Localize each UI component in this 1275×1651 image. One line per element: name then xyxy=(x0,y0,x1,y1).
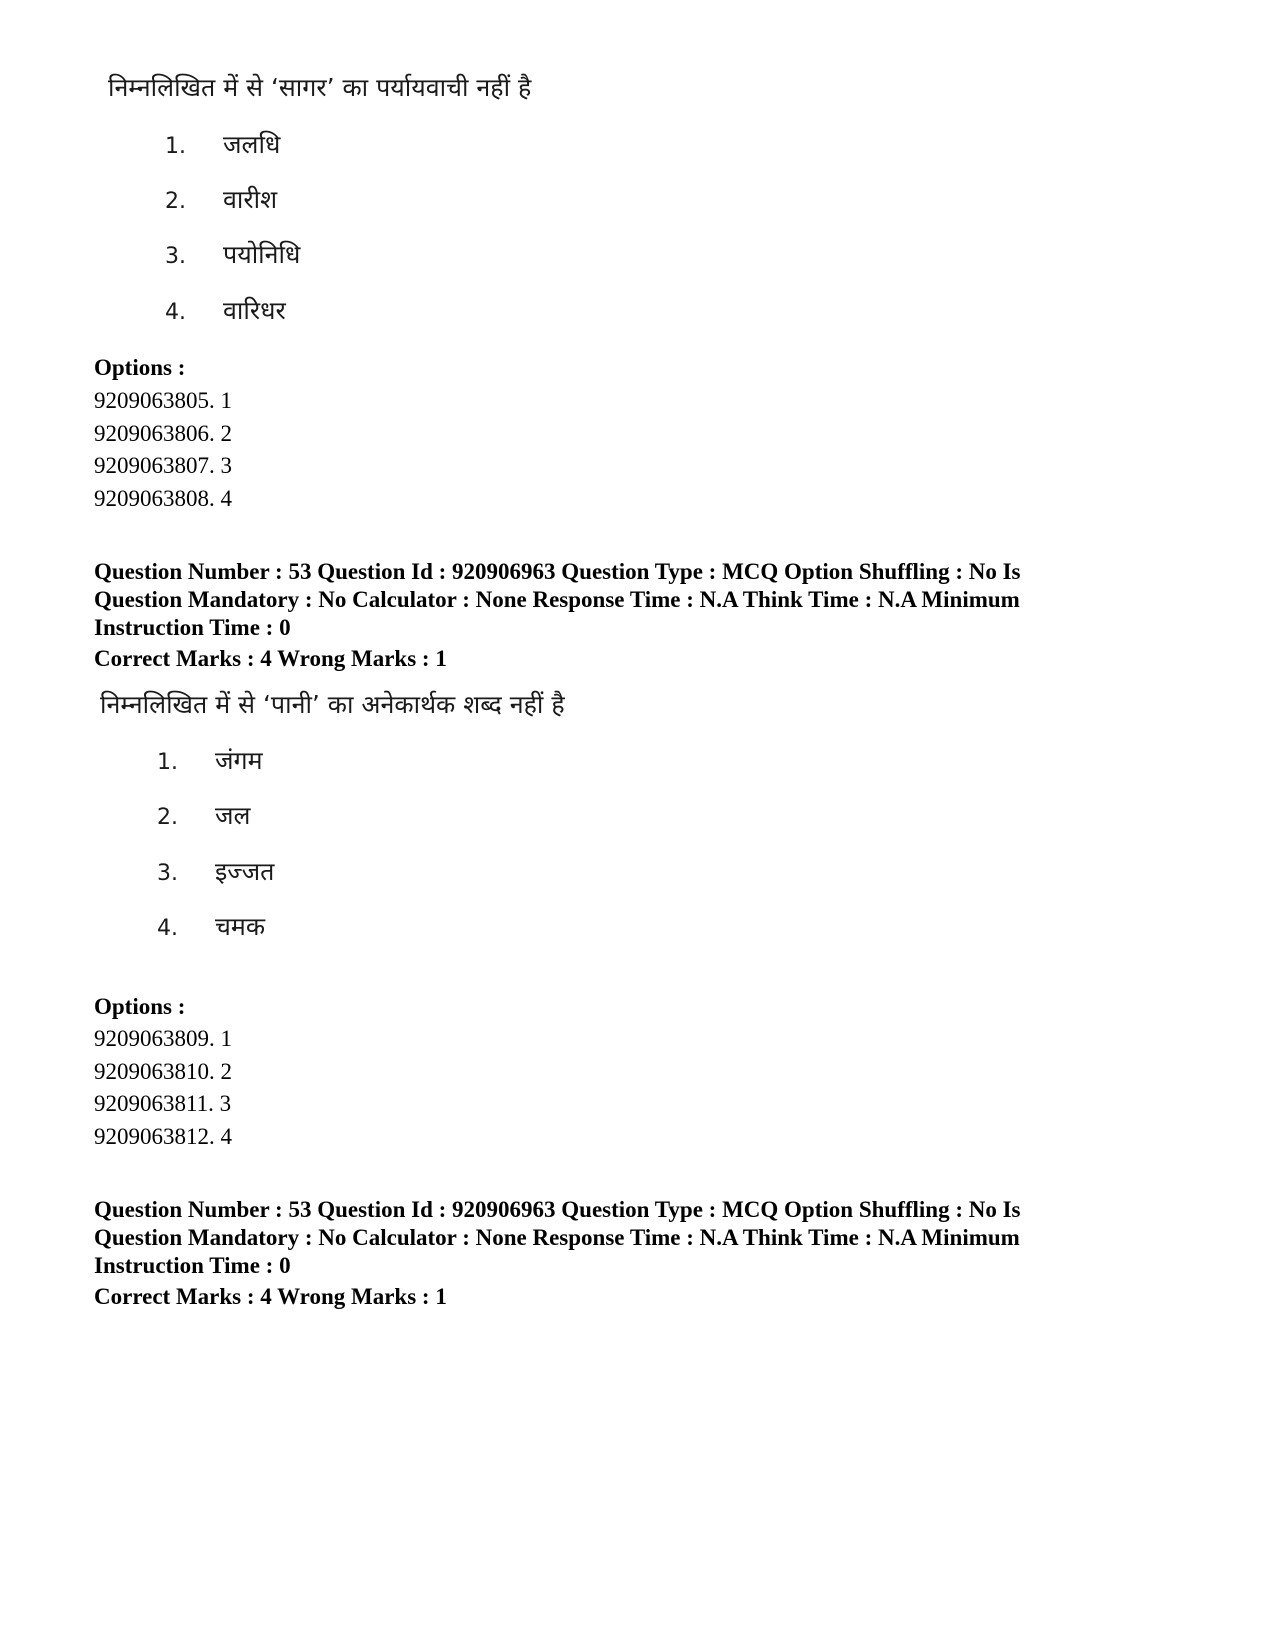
options-label: Options : xyxy=(94,994,186,1019)
choice-number: 4. xyxy=(157,916,178,941)
option-id-line: 9209063808. 4 xyxy=(94,486,232,511)
choice-item xyxy=(165,127,280,161)
choice-item xyxy=(165,237,300,271)
choice-item xyxy=(157,854,274,888)
choice-item xyxy=(165,293,286,327)
choice-text: जल xyxy=(215,801,251,830)
choice-number: 1. xyxy=(157,750,178,775)
marks-line: Correct Marks : 4 Wrong Marks : 1 xyxy=(94,646,447,671)
meta-line: Instruction Time : 0 xyxy=(94,615,291,640)
choice-number: 3. xyxy=(165,244,186,269)
choice-number: 2. xyxy=(165,189,186,214)
option-id-line: 9209063812. 4 xyxy=(94,1124,232,1149)
option-id-line: 9209063810. 2 xyxy=(94,1059,232,1084)
marks-line: Correct Marks : 4 Wrong Marks : 1 xyxy=(94,1284,447,1309)
option-id-line: 9209063805. 1 xyxy=(94,388,232,413)
choice-number: 3. xyxy=(157,861,178,886)
choice-item xyxy=(157,798,251,832)
option-id-line: 9209063807. 3 xyxy=(94,453,232,478)
choice-number: 1. xyxy=(165,134,186,159)
choice-text: इज्जत xyxy=(215,857,275,886)
question-meta xyxy=(94,1196,1214,1280)
choice-item xyxy=(157,909,265,943)
option-id-line: 9209063809. 1 xyxy=(94,1026,232,1051)
question-text: निम्नलिखित में से ‘पानी’ का अनेकार्थक शब्द नहीं है xyxy=(100,690,565,719)
choice-text: जलधि xyxy=(223,130,281,159)
choice-item xyxy=(165,182,277,216)
meta-line: Question Mandatory : No Calculator : None Response Time : N.A Think Time : N.A Minimum xyxy=(94,1225,1020,1250)
meta-line: Question Number : 53 Question Id : 920906963 Question Type : MCQ Option Shuffling : No Is xyxy=(94,1197,1021,1222)
choice-number: 4. xyxy=(165,300,186,325)
choice-text: पयोनिधि xyxy=(223,240,301,269)
question-text: निम्नलिखित में से ‘सागर’ का पर्यायवाची नहीं है xyxy=(108,73,532,102)
meta-line: Instruction Time : 0 xyxy=(94,1253,291,1278)
option-id-line: 9209063811. 3 xyxy=(94,1091,232,1116)
choice-item xyxy=(157,743,263,777)
choice-number: 2. xyxy=(157,805,178,830)
meta-line: Question Number : 53 Question Id : 920906963 Question Type : MCQ Option Shuffling : No Is xyxy=(94,559,1021,584)
choice-text: जंगम xyxy=(215,746,263,775)
choice-text: वारीश xyxy=(223,185,278,214)
choice-text: वारिधर xyxy=(223,296,286,325)
options-label: Options : xyxy=(94,355,186,380)
question-meta xyxy=(94,558,1214,642)
choice-text: चमक xyxy=(215,912,266,941)
option-id-line: 9209063806. 2 xyxy=(94,421,232,446)
meta-line: Question Mandatory : No Calculator : None Response Time : N.A Think Time : N.A Minimum xyxy=(94,587,1020,612)
